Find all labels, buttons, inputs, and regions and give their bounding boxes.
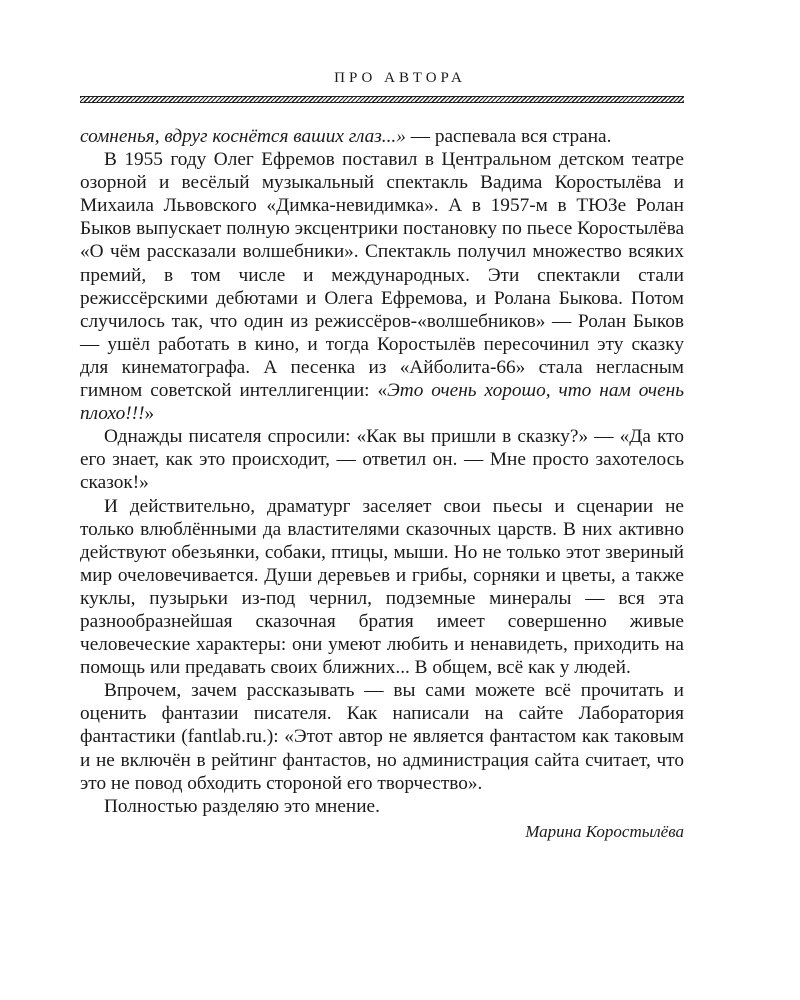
paragraph-2-end: » (144, 403, 155, 425)
header-rule (80, 96, 684, 103)
body-text (80, 125, 684, 843)
paragraph-2 (80, 148, 684, 425)
paragraph-1 (80, 125, 684, 148)
song-quote-italic: Это очень хорошо, что нам очень плохо!!! (80, 380, 684, 425)
paragraph-3: Однажды писателя спросили: «Как вы пришли в сказку?» — «Да кто его знает, как это происходит, — ответил он. — Мне просто захотелось сказок!» (80, 426, 684, 494)
author-signature: Марина Коростылёва (525, 821, 684, 841)
paragraph-5: Впрочем, зачем рассказывать — вы сами можете всё прочитать и оценить фантазии писателя. Как написали на сайте Лаборатория фантастики (fantlab.ru.): «Этот автор не является фантастом как таковым и не включён в рейтинг фантастов, но администрация сайта считает, что это не повод обходить стороной его творчество». (80, 680, 684, 794)
paragraph-4: И действительно, драматург заселяет свои пьесы и сценарии не только влюблёнными да властителями сказочных царств. В них активно действуют обезьянки, собаки, птицы, мыши. Но не только этот звериный мир очеловечивается. Души деревьев и грибы, сорняки и цветы, а также куклы, пузырьки из-под чернил, подземные минералы — вся эта разнообразнейшая сказочная братия имеет совершенно живые человеческие характеры: они умеют любить и ненавидеть, приходить на помощь или предавать своих ближних... В общем, всё как у людей. (80, 495, 684, 679)
paragraph-1-rest: — распевала вся страна. (405, 126, 612, 147)
paragraph-6: Полностью разделяю это мнение. (104, 795, 380, 817)
paragraph-2-main: В 1955 году Олег Ефремов поставил в Центральном детском театре озорной и весёлый музыкальный спектакль Вадима Коростылёва и Михаила Львовского «Димка-невидимка». А в 1957-м в ТЮЗе Ролан Быков выпускает полную эксцентрики постановку по пьесе Коростылёва «О чём рассказали волшебники». Спектакль получил множество всяких премий, в том числе и международных. Эти спектакли стали режиссёрскими дебютами и Олега Ефремова, и Ролана Быкова. Потом случилось так, что один из режиссёров-«волшебников» — Ролан Быков — ушёл работать в кино, и тогда Коростылёв пересочинил эту сказку для кинематографа. А песенка из «Айболита-66» стала негласным гимном советской интеллигенции: « (80, 149, 684, 402)
running-head: ПРО АВТОРА (334, 70, 466, 86)
quote-italic: сомненья, вдруг коснётся ваших глаз...» (80, 126, 406, 147)
